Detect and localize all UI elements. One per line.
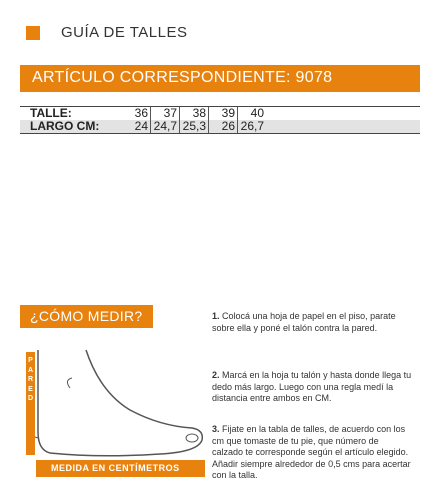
measure-label-bar: [36, 460, 205, 477]
size-cell: 40: [238, 107, 267, 121]
length-cell: 24,7: [151, 120, 180, 134]
length-row-label: LARGO CM:: [20, 120, 122, 134]
wall-letter: P: [28, 357, 33, 364]
step-number: 3.: [212, 424, 220, 434]
instruction-step: [212, 311, 412, 334]
length-cell: 25,3: [180, 120, 209, 134]
wall-label: [26, 356, 35, 404]
size-row-label: TALLE:: [20, 107, 122, 121]
foot-outline-icon: [20, 340, 210, 475]
table-filler: [266, 120, 420, 134]
step-number: 1.: [212, 311, 220, 321]
wall-letter: A: [27, 366, 34, 374]
size-row: [20, 107, 420, 121]
step-number: 2.: [212, 370, 220, 380]
length-row: [20, 120, 420, 134]
size-table: [20, 106, 420, 134]
wall-letter: E: [28, 385, 33, 393]
wall-letter: D: [27, 395, 34, 402]
step-text: Colocá una hoja de papel en el piso, parate sobre ella y poné el talón contra la pared.: [212, 311, 396, 333]
how-to-measure-title: ¿CÓMO MEDIR?: [30, 308, 143, 324]
step-text: Fijate en la tabla de talles, de acuerdo con los cm que tomaste de tu pie, que número de calzado te corresponde según el artículo elegido. Añadir siempre alrededor de 0,5 cms para acertar con la talla.: [212, 424, 411, 480]
article-banner-text: ARTÍCULO CORRESPONDIENTE: 9078: [32, 69, 333, 86]
article-banner: [20, 65, 420, 92]
size-cell: 39: [209, 107, 238, 121]
page-title: GUÍA DE TALLES: [61, 24, 188, 41]
length-cell: 26,7: [238, 120, 267, 134]
measure-label: MEDIDA EN CENTÍMETROS: [51, 463, 180, 473]
length-cell: 26: [209, 120, 238, 134]
instruction-step: [212, 370, 412, 405]
size-cell: 36: [122, 107, 151, 121]
length-cell: 24: [122, 120, 151, 134]
step-text: Marcá en la hoja tu talón y hasta donde llega tu dedo más largo. Luego con una regla medí la distancia entre ambos en CM.: [212, 370, 412, 403]
how-to-measure-banner: [20, 305, 153, 328]
size-cell: 38: [180, 107, 209, 121]
size-cell: 37: [151, 107, 180, 121]
table-filler: [266, 107, 420, 121]
instruction-step: [212, 424, 412, 482]
wall-letter: R: [27, 376, 34, 383]
orange-square-icon: [26, 26, 40, 40]
